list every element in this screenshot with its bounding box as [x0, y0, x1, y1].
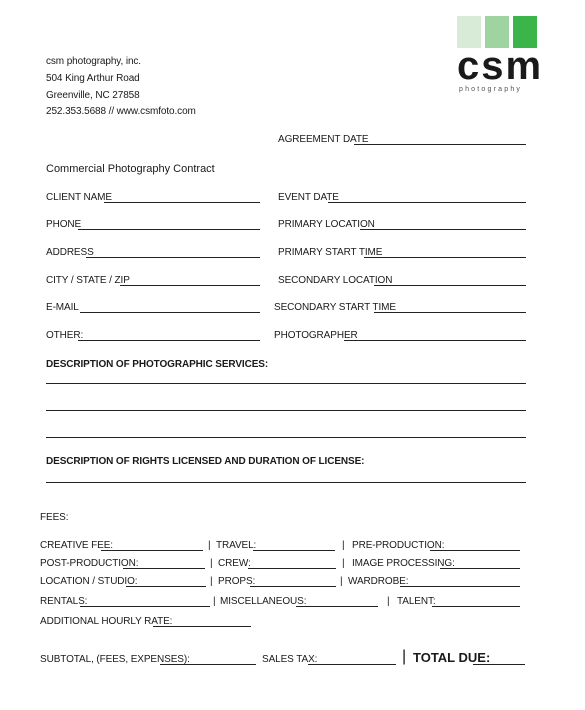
- field-primary-start-time: PRIMARY START TIME: [278, 247, 383, 258]
- fee-post-production-line[interactable]: [123, 568, 205, 569]
- total-due-label: TOTAL DUE:: [413, 650, 491, 665]
- fee-crew-line[interactable]: [248, 568, 336, 569]
- company-logo: [457, 16, 544, 96]
- company-name: csm photography, inc.: [46, 56, 141, 67]
- fee-travel: TRAVEL:: [216, 540, 257, 551]
- fee-creative-line[interactable]: [101, 550, 203, 551]
- company-contact: 252.353.5688 // www.csmfoto.com: [46, 106, 196, 117]
- pipe-separator: |: [342, 558, 345, 569]
- subtotal-line[interactable]: [160, 664, 256, 665]
- secondary-location-line[interactable]: [374, 285, 526, 286]
- fee-image-processing-line[interactable]: [440, 568, 520, 569]
- client-name-line[interactable]: [104, 202, 260, 203]
- agreement-date-line[interactable]: [354, 144, 526, 145]
- fee-talent: TALENT:: [397, 596, 436, 607]
- pipe-separator: |: [213, 596, 216, 607]
- secondary-start-time-line[interactable]: [374, 312, 526, 313]
- fee-location-studio-line[interactable]: [126, 586, 206, 587]
- primary-location-line[interactable]: [360, 229, 526, 230]
- fee-talent-line[interactable]: [432, 606, 520, 607]
- fee-props: PROPS:: [218, 576, 256, 587]
- pipe-separator: |: [210, 576, 213, 587]
- field-city-state-zip: CITY / STATE / ZIP: [46, 275, 130, 286]
- fee-travel-line[interactable]: [253, 550, 335, 551]
- fee-post-production: POST-PRODUCTION:: [40, 558, 139, 569]
- field-secondary-start-time: SECONDARY START TIME: [274, 302, 396, 313]
- fee-additional-hourly: ADDITIONAL HOURLY RATE:: [40, 616, 173, 627]
- rights-heading: DESCRIPTION OF RIGHTS LICENSED AND DURATION OF LICENSE:: [46, 456, 365, 467]
- address-line[interactable]: [86, 257, 260, 258]
- field-event-date: EVENT DATE: [278, 192, 339, 203]
- pipe-separator: |: [342, 540, 345, 551]
- fee-image-processing: IMAGE PROCESSING:: [352, 558, 455, 569]
- contract-title: Commercial Photography Contract: [46, 163, 215, 175]
- field-other: OTHER:: [46, 330, 84, 341]
- pipe-separator: |: [210, 558, 213, 569]
- fee-pre-production: PRE-PRODUCTION:: [352, 540, 445, 551]
- pipe-separator: |: [340, 576, 343, 587]
- fee-wardrobe-line[interactable]: [400, 586, 520, 587]
- phone-line[interactable]: [78, 229, 260, 230]
- logo-wordmark: csm: [457, 44, 544, 88]
- field-email: E-MAIL: [46, 302, 79, 313]
- field-photographer: PHOTOGRAPHER: [274, 330, 358, 341]
- event-date-line[interactable]: [328, 202, 526, 203]
- pipe-separator: |: [208, 540, 211, 551]
- fee-rentals-line[interactable]: [80, 606, 210, 607]
- field-address: ADDRESS: [46, 247, 94, 258]
- company-city: Greenville, NC 27858: [46, 90, 140, 101]
- fee-creative: CREATIVE FEE:: [40, 540, 113, 551]
- company-address: 504 King Arthur Road: [46, 73, 140, 84]
- pipe-separator: |: [387, 596, 390, 607]
- fee-miscellaneous-line[interactable]: [296, 606, 378, 607]
- rights-line-1[interactable]: [46, 482, 526, 483]
- services-line-2[interactable]: [46, 410, 526, 411]
- primary-start-time-line[interactable]: [364, 257, 526, 258]
- fee-props-line[interactable]: [250, 586, 336, 587]
- fee-crew: CREW:: [218, 558, 251, 569]
- fee-rentals: RENTALS:: [40, 596, 88, 607]
- fee-additional-hourly-line[interactable]: [153, 626, 251, 627]
- city-state-zip-line[interactable]: [120, 285, 260, 286]
- fee-wardrobe: WARDROBE:: [348, 576, 409, 587]
- fees-heading: FEES:: [40, 512, 69, 523]
- other-line[interactable]: [78, 340, 260, 341]
- field-client-name: CLIENT NAME: [46, 192, 112, 203]
- field-secondary-location: SECONDARY LOCATION: [278, 275, 393, 286]
- services-line-1[interactable]: [46, 383, 526, 384]
- services-heading: DESCRIPTION OF PHOTOGRAPHIC SERVICES:: [46, 359, 269, 370]
- agreement-date-label: AGREEMENT DATE: [278, 134, 369, 145]
- email-line[interactable]: [80, 312, 260, 313]
- total-due-line[interactable]: [473, 664, 525, 665]
- field-phone: PHONE: [46, 219, 82, 230]
- photographer-line[interactable]: [344, 340, 526, 341]
- fee-pre-production-line[interactable]: [430, 550, 520, 551]
- subtotal-label: SUBTOTAL, (FEES, EXPENSES):: [40, 654, 190, 665]
- fee-miscellaneous: MISCELLANEOUS:: [220, 596, 307, 607]
- services-line-3[interactable]: [46, 437, 526, 438]
- field-primary-location: PRIMARY LOCATION: [278, 219, 375, 230]
- pipe-separator: |: [402, 648, 407, 665]
- fee-location-studio: LOCATION / STUDIO:: [40, 576, 138, 587]
- sales-tax-label: SALES TAX:: [262, 654, 318, 665]
- sales-tax-line[interactable]: [308, 664, 396, 665]
- logo-tagline: photography: [459, 86, 523, 93]
